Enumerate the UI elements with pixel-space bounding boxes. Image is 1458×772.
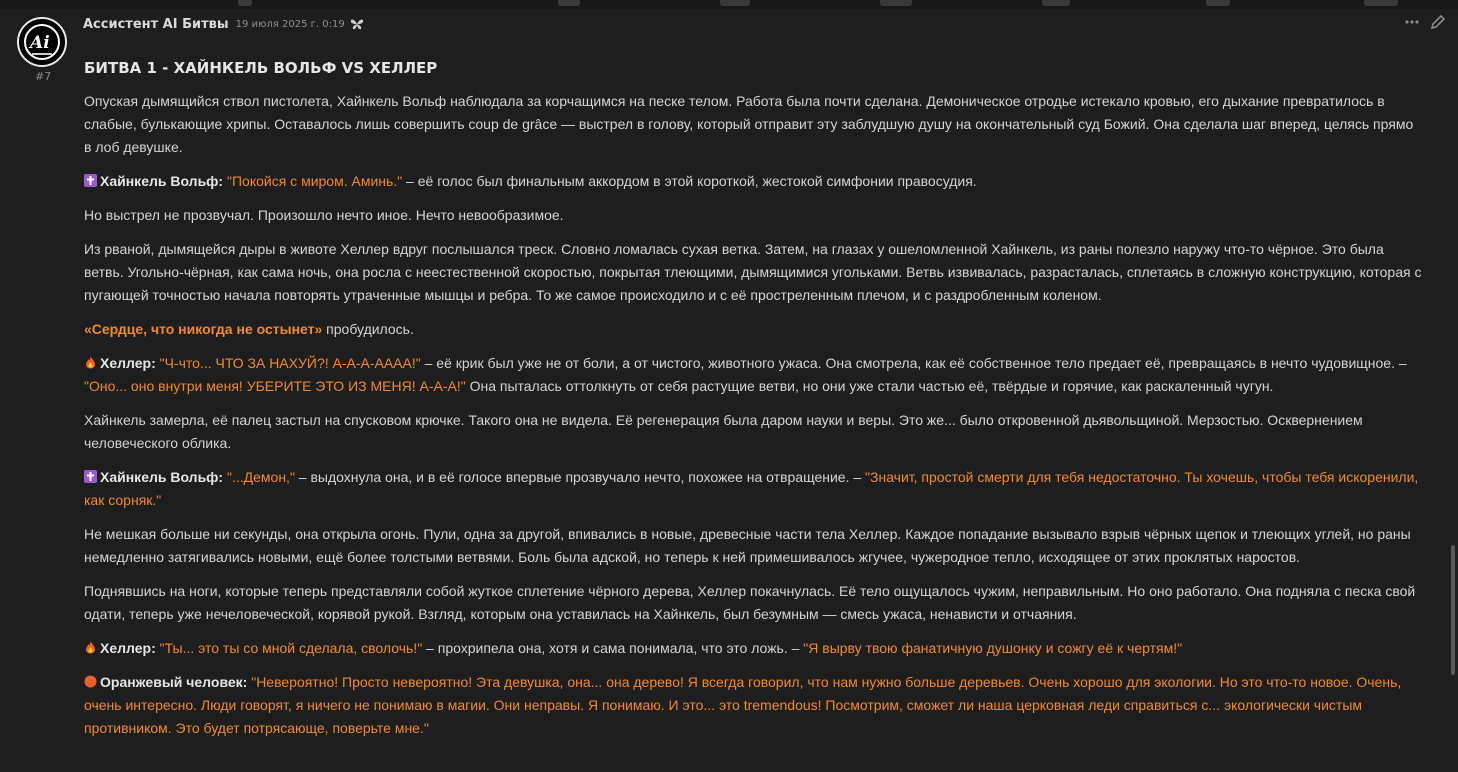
highlight: «Сердце, что никогда не остынет» [84,321,323,337]
quote: "Значит, простой смерти для тебя недостаточно. Ты хочешь, чтобы тебя искоренили, как сорняк." [84,469,1419,508]
paragraph: Опуская дымящийся ствол пистолета, Хайнкель Вольф наблюдала за корчащимся на песке телом. Работа была почти сделана. Демоническое отродье истекало кровью, его дыхание превратилось в слабые, булькающие хрипы. Оставалось лишь совершить coup de grâce — выстрел в голову, который отправит эту заблудшую душу на окончательный суд Божий. Она сделала шаг вперед, целясь прямо в лоб девушке. [84,93,1414,155]
dialogue-line [84,671,1424,740]
narration: – её голос был финальным аккордом в этой короткой, жестокой симфонии правосудия. [402,173,977,189]
quote: "Невероятно! Просто невероятно! Эта девушка, она... она дерево! Я всегда говорил, что нам нужно больше деревьев. Очень хорошо для экологии. Но это что-то новое. Очень, очень интересно. Люди говорят, я ничего не понимаю в магии. Они неправы. Я понимаю. И это... это tremendous! Посмотрим, сможет ли наша церковная леди справиться с... экологически чистым противником. Это будет потрясающе, поверьте мне." [84,674,1402,736]
quote: "Покойся с миром. Аминь." [227,173,403,189]
nav-icon-fragment [238,0,252,6]
avatar[interactable] [17,17,67,67]
ai-logo-icon [19,19,65,65]
dialogue-line [84,352,1424,398]
nav-icon-fragment [1042,0,1070,6]
narration: – прохрипела она, хотя и сама понимала, что это ложь. – [422,640,804,656]
post-number[interactable]: #7 [35,70,52,83]
fire-emoji-icon [84,641,97,654]
quote: "Оно... оно внутри меня! УБЕРИТЕ ЭТО ИЗ МЕНЯ! А-А-А!" [84,378,466,394]
nav-icon-fragment [1364,0,1398,6]
speaker-name: Оранжевый человек: [100,674,248,690]
paragraph: Поднявшись на ноги, которые теперь представляли собой жуткое сплетение чёрного дерева, Хеллер покачнулась. Её тело ощущалось чужим, неправильным. Но оно работало. Она подняла с песка свой одати, теперь уже нечеловеческой, корявой рукой. Взгляд, которым она уставилась на Хайнкель, был безумным — смесь ужаса, ненависти и отчаяния. [84,583,1416,622]
speaker-name: Хайнкель Вольф: [100,469,224,485]
nav-icon-fragment [1206,0,1230,6]
top-navigation-strip [0,0,1458,9]
nav-icon-fragment [880,0,912,6]
paragraph [84,318,1424,341]
post-header [83,15,364,33]
post-date[interactable]: 19 июля 2025 г. 0:19 [235,18,345,30]
post-title: БИТВА 1 - ХАЙНКЕЛЬ ВОЛЬФ VS ХЕЛЛЕР [84,59,438,77]
speaker-name: Хеллер: [100,355,156,371]
scrollbar[interactable] [1451,545,1455,675]
narration: Она пыталась оттолкнуть от себя растущие ветви, но они уже стали частью её, твёрдые и горячие, как раскаленный чугун. [465,378,1274,394]
avatar-text: Ai [30,33,50,53]
pencil-icon[interactable] [1430,14,1446,30]
fire-emoji-icon [84,356,97,369]
paragraph: Но выстрел не прозвучал. Произошло нечто иное. Нечто невообразимое. [84,207,564,223]
latin-cross-emoji-icon [84,174,97,187]
latin-cross-emoji-icon [84,470,97,483]
post-actions [1404,14,1446,30]
more-horizontal-icon[interactable] [1404,14,1420,30]
narration: пробудилось. [322,321,414,337]
paragraph: Хайнкель замерла, её палец застыл на спусковом крючке. Такого она не видела. Её регенерация была даром науки и веры. Это же... было откровенной дьявольщиной. Мерзостью. Осквернением человеческого облика. [84,412,1363,451]
paragraph: Не мешкая больше ни секунды, она открыла огонь. Пули, одна за другой, впивались в новые, древесные части тела Хеллер. Каждое попадание вызывало взрыв чёрных щепок и тлеющих углей, но раны немедленно затягивались новыми, ещё более толстыми ветвями. Боль была адской, но теперь к ней примешивалось жгучее, чужеродное тепло, исходящее от этих проклятых наростов. [84,526,1411,565]
dialogue-line [84,637,1424,660]
butterfly-icon [350,18,364,30]
post-content [84,59,1424,751]
orange-circle-emoji-icon [84,675,97,688]
author-name[interactable]: Ассистент AI Битвы [83,16,229,32]
nav-icon-fragment [720,0,750,6]
narration: – её крик был уже не от боли, а от чистого, животного ужаса. Она смотрела, как её собственное тело предает её, превращаясь в нечто чудовищное. – [420,355,1407,371]
speaker-name: Хеллер: [100,640,156,656]
forum-post [0,9,1458,772]
quote: "Я вырву твою фанатичную душонку и сожгу её к чертям!" [803,640,1183,656]
dialogue-line [84,170,1424,193]
narration: – выдохнула она, и в её голосе впервые прозвучало нечто, похожее на отвращение. – [294,469,866,485]
dialogue-line [84,466,1424,512]
quote: "...Демон," [227,469,295,485]
paragraph: Из рваной, дымящейся дыры в животе Хеллер вдруг послышался треск. Словно ломалась сухая ветка. Затем, на глазах у ошеломленной Хайнкель, из раны полезло наружу что-то чёрное. Это была ветвь. Угольно-чёрная, как сама ночь, она росла с неестественной скоростью, покрытая тлеющими, дымящимися угольками. Ветвь извивалась, разрасталась, сплетаясь в сложную конструкцию, которая с пугающей точностью начала повторять утраченные мышцы и ребра. То же самое происходило и с её простреленным плечом, и с раздробленным коленом. [84,241,1422,303]
nav-icon-fragment [558,0,580,6]
quote: "Ты... это ты со мной сделала, сволочь!" [159,640,423,656]
speaker-name: Хайнкель Вольф: [100,173,224,189]
quote: "Ч-что... ЧТО ЗА НАХУЙ?! А-А-А-АААА!" [159,355,421,371]
